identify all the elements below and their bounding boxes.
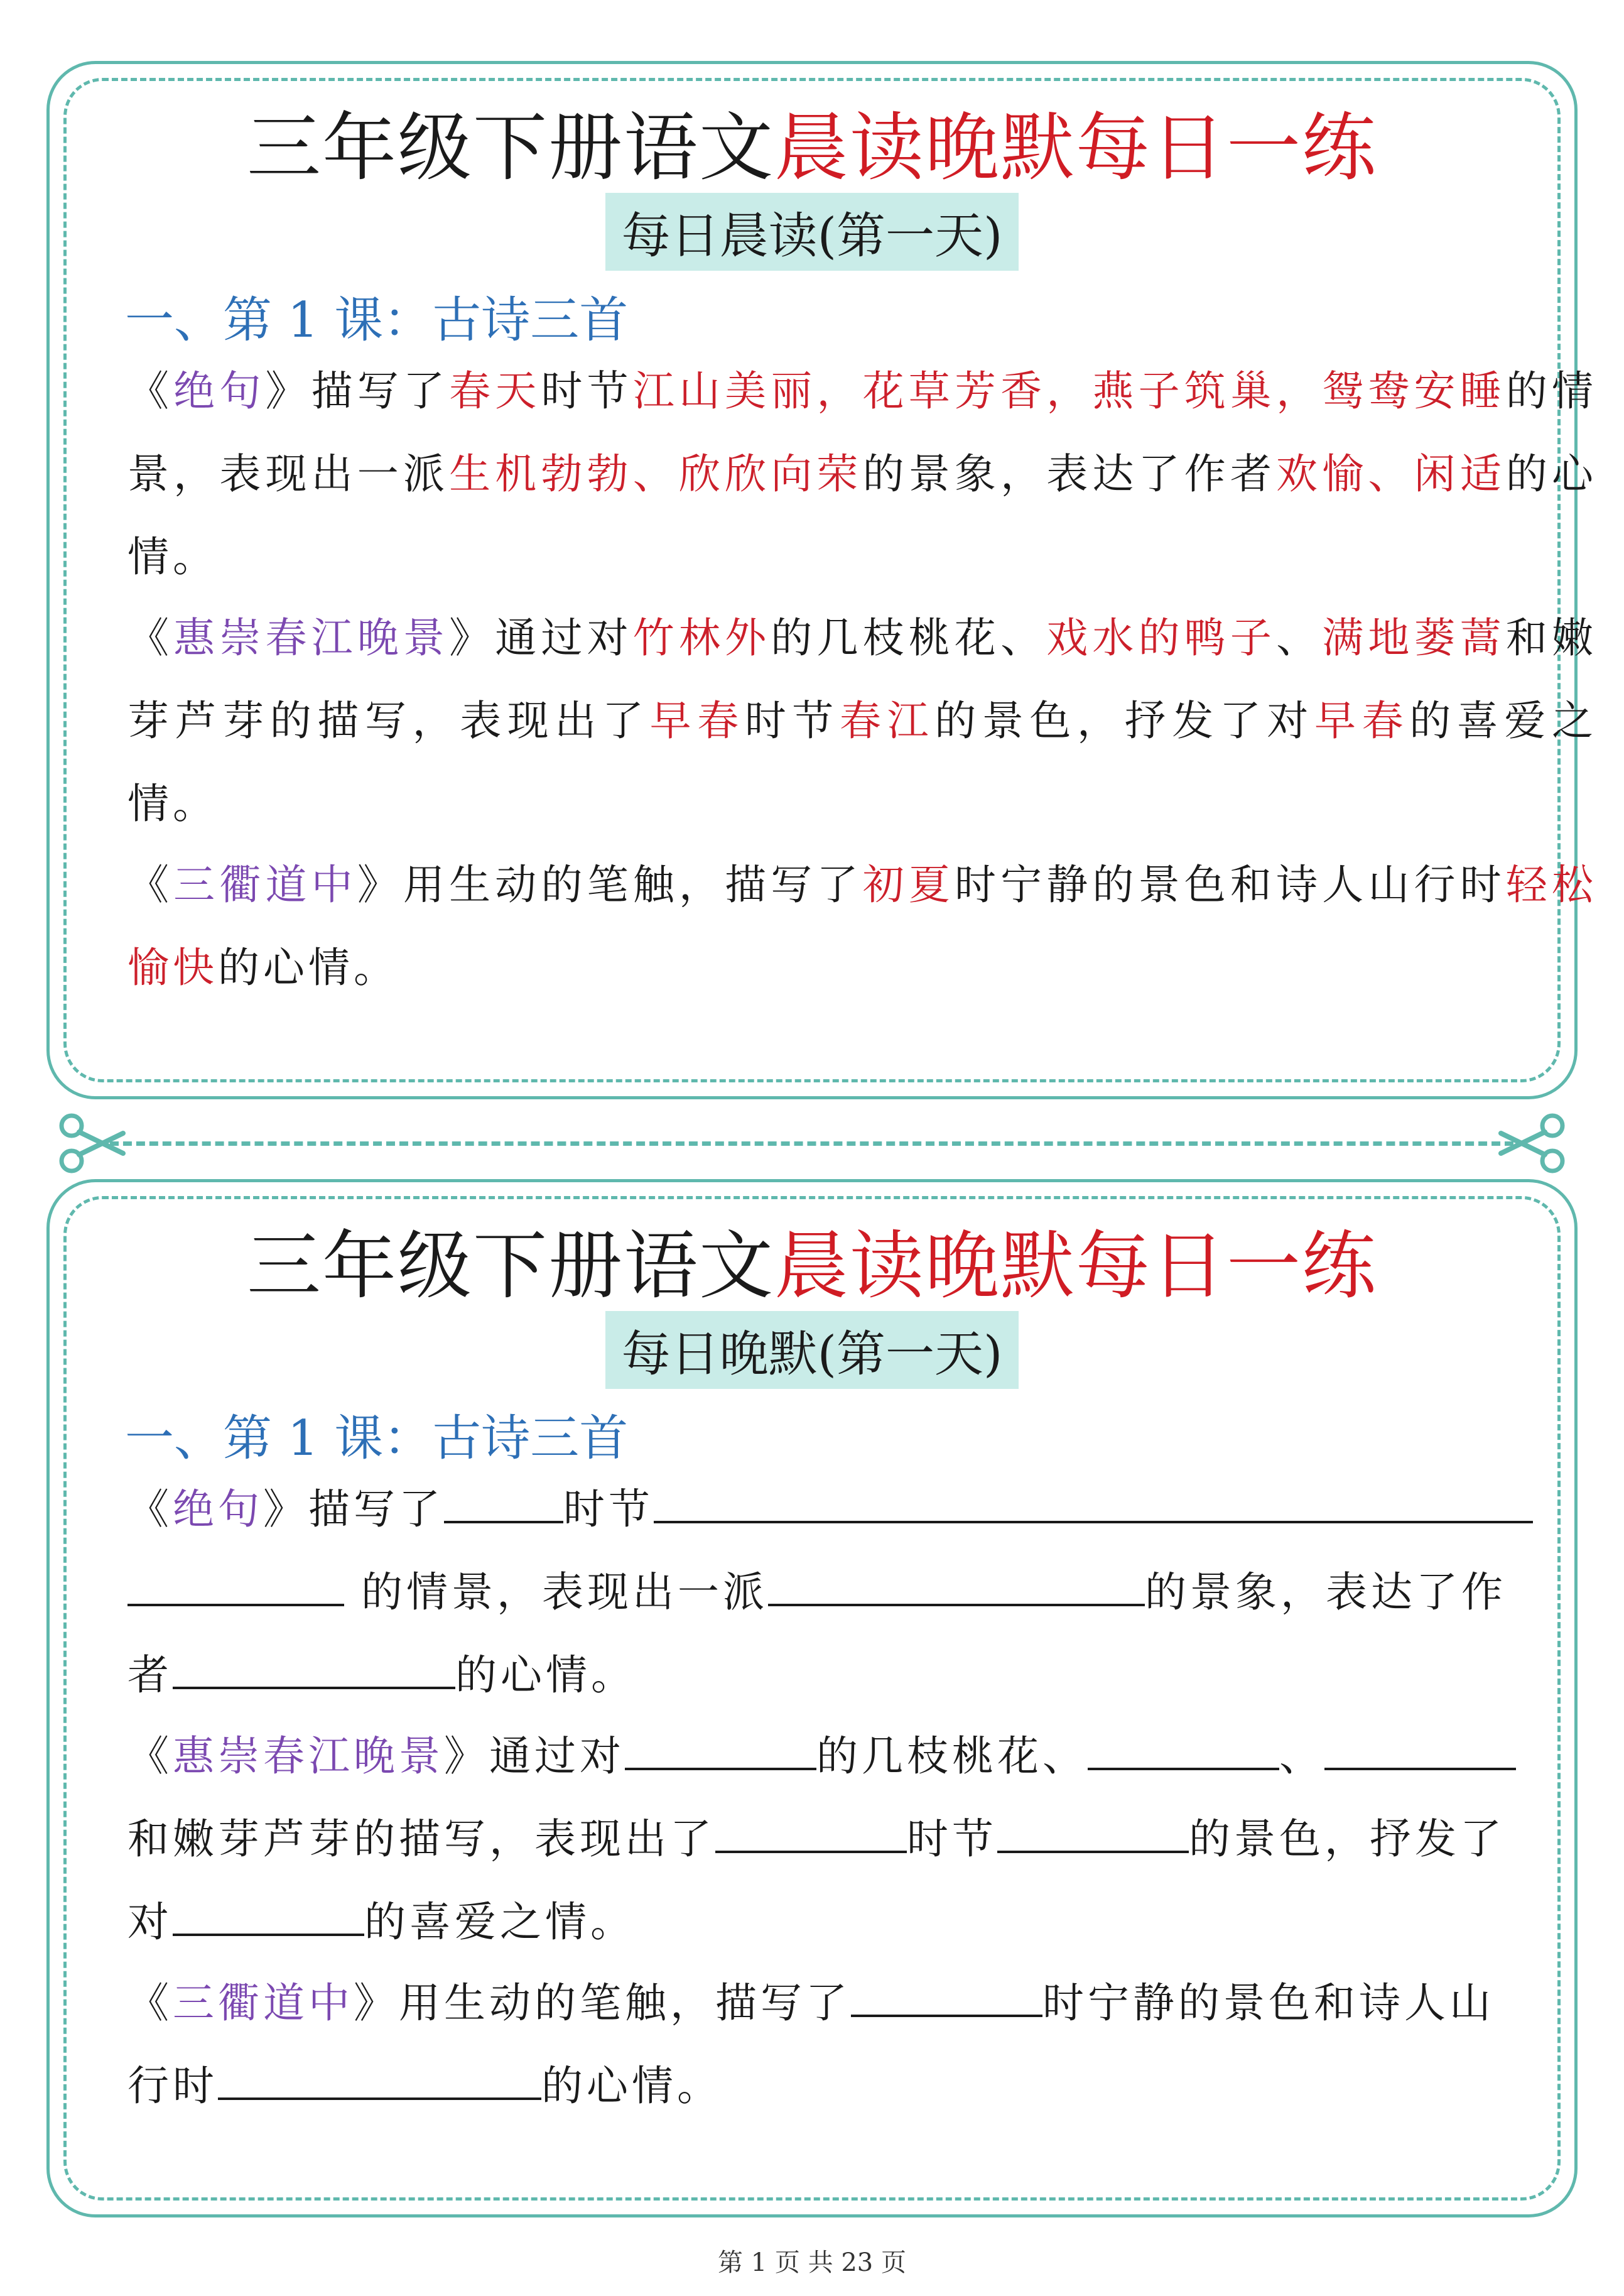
page-title — [50, 1206, 1574, 1313]
title-plain: 三年级下册语文 — [246, 1222, 774, 1309]
page-number: 第 1 页 共 23 页 — [718, 2248, 906, 2277]
answer-blank[interactable] — [654, 1483, 1533, 1523]
paragraph-sanqu: 《三衢道中》用生动的笔触，描写了初夏时宁静的景色和诗人山行时轻松愉快的心情。 — [127, 861, 1598, 992]
paragraph-huichong: 《惠崇春江晚景》通过对竹林外的几枝桃花、戏水的鸭子、满地蒌蒿和嫩芽芦芽的描写，表现出了早春时节春江的景色，抒发了对早春的喜爱之情。 — [127, 614, 1598, 828]
answer-blank[interactable] — [173, 1896, 364, 1936]
scissors-icon-right — [1497, 1112, 1566, 1175]
fill-paragraph-huichong: 《惠崇春江晚景》通过对 的几枝桃花、 、 和嫩芽芦芽的描写，表现出了 时节 的景色，抒发了 对 的喜爱之情。 — [127, 1715, 1597, 1964]
page-title — [50, 88, 1574, 195]
evening-dictation-card — [46, 1179, 1578, 2217]
answer-blank[interactable] — [851, 1977, 1042, 2017]
paragraph-jueju: 《绝句》描写了春天时节江山美丽，花草芳香，燕子筑巢，鸳鸯安睡的情景，表现出一派生机勃勃、欣欣向荣的景象，表达了作者欢愉、闲适的心情。 — [127, 367, 1598, 581]
answer-blank[interactable] — [625, 1730, 816, 1770]
poem-title: 三衢道中 — [173, 861, 357, 909]
evening-subtitle: 每日晚默(第一天) — [605, 1311, 1019, 1389]
poem-title: 绝句 — [173, 1485, 263, 1533]
answer-blank[interactable] — [1088, 1730, 1279, 1770]
poem-title: 惠崇春江晚景 — [173, 1732, 444, 1780]
answer-blank[interactable] — [997, 1813, 1189, 1853]
title-plain: 三年级下册语文 — [246, 104, 774, 191]
answer-blank[interactable] — [768, 1566, 1145, 1606]
morning-subtitle: 每日晨读(第一天) — [605, 193, 1019, 271]
fill-paragraph-sanqu: 《三衢道中》用生动的笔触，描写了 时宁静的景色和诗人山 行时 的心情。 — [127, 1962, 1597, 2128]
section-heading: 一、第 1 课：古诗三首 — [125, 292, 629, 349]
answer-blank[interactable] — [1324, 1730, 1516, 1770]
answer-blank[interactable] — [127, 1566, 344, 1606]
morning-reading-card — [46, 61, 1598, 1099]
title-accent: 晨读晚默每日一练 — [774, 1222, 1378, 1309]
answer-blank[interactable] — [218, 2060, 541, 2100]
section-heading: 一、第 1 课：古诗三首 — [125, 1410, 629, 1467]
poem-title: 三衢道中 — [173, 1979, 354, 2027]
title-accent: 晨读晚默每日一练 — [774, 104, 1378, 191]
poem-title: 惠崇春江晚景 — [173, 614, 450, 662]
cut-line — [110, 1141, 1513, 1146]
answer-blank[interactable] — [715, 1813, 907, 1853]
answer-blank[interactable] — [173, 1649, 455, 1689]
fill-paragraph-jueju: 《绝句》描写了 时节 的情景，表现出一派 的景象，表达了作 者 的心情。 — [127, 1468, 1597, 1717]
scissors-icon-left — [58, 1112, 127, 1175]
poem-title: 绝句 — [173, 367, 266, 415]
answer-blank[interactable] — [444, 1483, 563, 1523]
